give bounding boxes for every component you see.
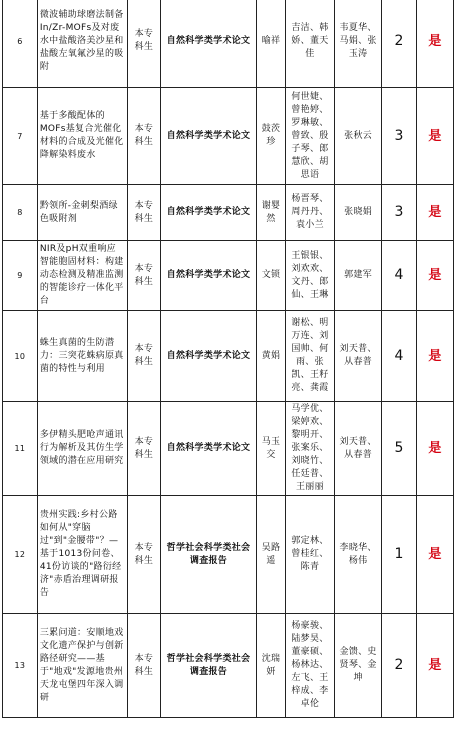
row-number: 13: [3, 614, 38, 718]
advisor-names: 郭建军: [335, 241, 382, 311]
degree-level: 本专科生: [128, 496, 161, 614]
row-number: 10: [3, 311, 38, 402]
team-members: 郭定林、曾桂红、陈青: [285, 496, 334, 614]
project-type: 自然科学类学术论文: [160, 311, 256, 402]
degree-level: 本专科生: [128, 241, 161, 311]
advisor-names: 刘天普、从春普: [335, 402, 382, 496]
degree-level: 本专科生: [128, 614, 161, 718]
team-members: 何世婕、曾艳婷、罗琳敏、曾致、殷子琴、郎慧欣、胡思语: [285, 88, 334, 185]
project-leader: 谢婴然: [257, 185, 286, 241]
table-row: [3, 402, 454, 496]
flag-mark: 是: [417, 0, 454, 88]
project-leader: 吴路遥: [257, 496, 286, 614]
award-level: 1: [382, 496, 417, 614]
table-row: [3, 496, 454, 614]
team-members: 王银银、刘欢欢、文丹、郎仙、王琳: [285, 241, 334, 311]
project-type: 自然科学类学术论文: [160, 402, 256, 496]
row-number: 9: [3, 241, 38, 311]
award-level: 5: [382, 402, 417, 496]
row-number: 11: [3, 402, 38, 496]
flag-mark: 是: [417, 241, 454, 311]
degree-level: 本专科生: [128, 88, 161, 185]
advisor-names: 金馈、史贤琴、金坤: [335, 614, 382, 718]
project-type: 哲学社会科学类社会调查报告: [160, 496, 256, 614]
project-title: 黔领所-金刺梨酒绿色吸附剂: [37, 185, 127, 241]
flag-mark: 是: [417, 185, 454, 241]
award-level: 3: [382, 185, 417, 241]
table-row: [3, 0, 454, 88]
advisor-names: 韦夏华、马娟、张玉涛: [335, 0, 382, 88]
project-type: 自然科学类学术论文: [160, 0, 256, 88]
project-title: 三累问道：安顺地戏文化遗产保护与创新路径研究——基于"地戏"发源地贵州天龙屯堡四年深入调研: [37, 614, 127, 718]
table-row: [3, 88, 454, 185]
table-row: [3, 185, 454, 241]
flag-mark: 是: [417, 88, 454, 185]
team-members: 谢松、明万连、刘国帅、何雨、张凯、王籽亮、龚霞: [285, 311, 334, 402]
team-members: 马学优、梁婷欢、黎明开、张案乐、刘晓竹、任廷普、王丽丽: [285, 402, 334, 496]
project-title: NIR及pH双重响应智能胞固材料：构建动态检测及精准监测的智能诊疗一体化平台: [37, 241, 127, 311]
project-title: 微波辅助球磨法制备In/Zr-MOFs及对废水中盐酸洛美沙星和盐酸左氧氟沙星的吸附: [37, 0, 127, 88]
row-number: 12: [3, 496, 38, 614]
row-number: 8: [3, 185, 38, 241]
advisor-names: 张秋云: [335, 88, 382, 185]
degree-level: 本专科生: [128, 311, 161, 402]
table-row: [3, 241, 454, 311]
team-members: 吉洁、韩娇、董天佳: [285, 0, 334, 88]
project-leader: 文锁: [257, 241, 286, 311]
degree-level: 本专科生: [128, 0, 161, 88]
advisor-names: 李晓华、杨伟: [335, 496, 382, 614]
award-table: [2, 0, 454, 718]
project-type: 自然科学类学术论文: [160, 88, 256, 185]
flag-mark: 是: [417, 402, 454, 496]
project-type: 自然科学类学术论文: [160, 185, 256, 241]
advisor-names: 张晓娟: [335, 185, 382, 241]
row-number: 6: [3, 0, 38, 88]
project-title: 基于多酸配体的MOFs基复合光催化材料的合成及光催化降解染料废水: [37, 88, 127, 185]
team-members: 杨豪骏、陆梦昊、董豪硕、杨林达、左飞、王梓成、李卓伦: [285, 614, 334, 718]
award-level: 4: [382, 241, 417, 311]
award-level: 3: [382, 88, 417, 185]
table-row: [3, 311, 454, 402]
project-leader: 黄娟: [257, 311, 286, 402]
row-number: 7: [3, 88, 38, 185]
team-members: 杨晋琴、周丹丹、袁小兰: [285, 185, 334, 241]
table-body: [3, 0, 454, 718]
flag-mark: 是: [417, 496, 454, 614]
project-leader: 沈瑞妍: [257, 614, 286, 718]
flag-mark: 是: [417, 311, 454, 402]
project-leader: 喻祥: [257, 0, 286, 88]
table-row: [3, 614, 454, 718]
degree-level: 本专科生: [128, 402, 161, 496]
project-leader: 鼓茨珍: [257, 88, 286, 185]
project-type: 自然科学类学术论文: [160, 241, 256, 311]
project-leader: 马玉交: [257, 402, 286, 496]
degree-level: 本专科生: [128, 185, 161, 241]
project-title: 贵州实践:乡村公路如何从"穿脑过"到"金腰带"？—基于1013份问卷、41份访谈的"路衍经济"赤盾治理调研报告: [37, 496, 127, 614]
award-level: 4: [382, 311, 417, 402]
flag-mark: 是: [417, 614, 454, 718]
project-type: 哲学社会科学类社会调查报告: [160, 614, 256, 718]
award-level: 2: [382, 0, 417, 88]
project-title: 蛛生真菌的生防潜力：三突花蛛病原真菌的特性与利用: [37, 311, 127, 402]
advisor-names: 刘天普、从春普: [335, 311, 382, 402]
project-title: 多伊精头肥呛声通讯行为解析及其仿生学领域的潜在应用研究: [37, 402, 127, 496]
award-level: 2: [382, 614, 417, 718]
